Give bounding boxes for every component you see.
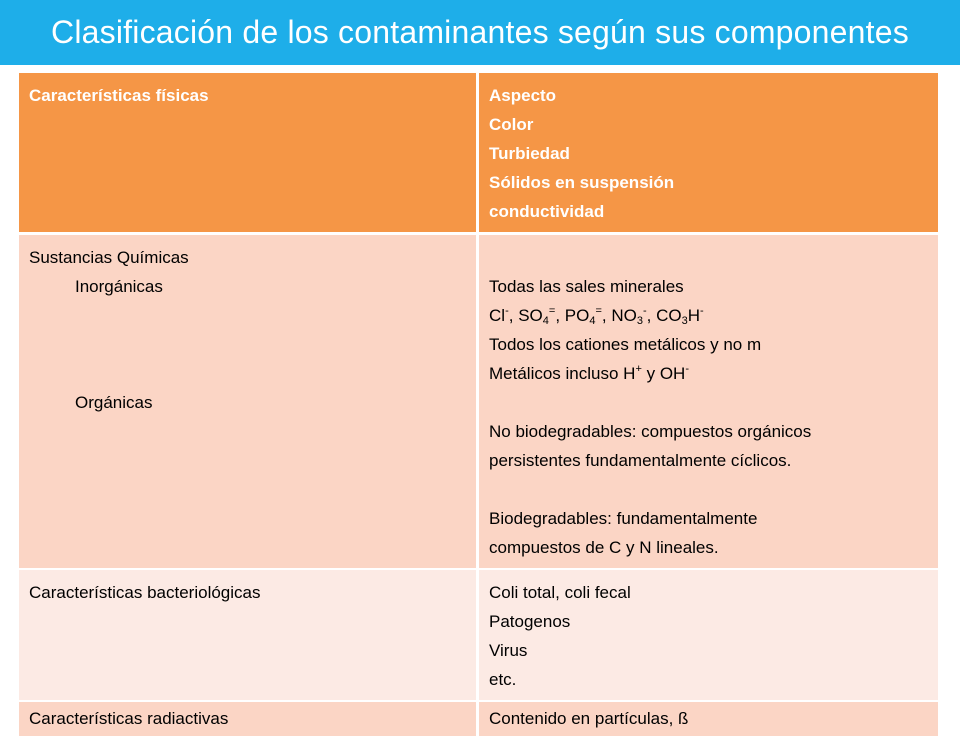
radio-value: Contenido en partículas, ß bbox=[478, 701, 939, 736]
organic-line: Biodegradables: fundamentalmente bbox=[489, 509, 758, 528]
physical-item: conductividad bbox=[489, 202, 605, 221]
ions-line: Cl-, $SO_4^=$, $PO_4^=$, $NO_3^-$, $CO_3H^-$ bbox=[489, 305, 704, 327]
slide-title: Clasificación de los contaminantes según sus componentes bbox=[0, 0, 960, 65]
physical-item: Color bbox=[489, 115, 534, 134]
inorganic-line-4: Metálicos incluso H+ y OH- bbox=[489, 363, 690, 383]
physical-label: Características físicas bbox=[19, 73, 478, 234]
chemical-items bbox=[478, 234, 939, 570]
chemical-label-cell bbox=[19, 234, 478, 570]
table-row-radioactive bbox=[19, 701, 938, 736]
organic-line: No biodegradables: compuestos orgánicos bbox=[489, 422, 812, 441]
chemical-label: Sustancias Químicas bbox=[29, 248, 189, 267]
organic-label: Orgánicas bbox=[75, 393, 153, 412]
bacterio-label: Características bacteriológicas bbox=[19, 569, 478, 701]
inorganic-label: Inorgánicas bbox=[75, 277, 163, 296]
bacterio-items bbox=[478, 569, 939, 701]
inorganic-line-3: Todos los cationes metálicos y no m bbox=[489, 335, 762, 354]
physical-item: Sólidos en suspensión bbox=[489, 173, 675, 192]
table-row-physical bbox=[19, 73, 938, 234]
inorganic-line-1: Todas las sales minerales bbox=[489, 277, 684, 296]
radio-label: Características radiactivas bbox=[19, 701, 478, 736]
physical-item: Aspecto bbox=[489, 86, 557, 105]
table-row-bacteriological bbox=[19, 569, 938, 701]
organic-line: persistentes fundamentalmente cíclicos. bbox=[489, 451, 792, 470]
bacterio-item: Coli total, coli fecal bbox=[489, 583, 631, 602]
bacterio-item: etc. bbox=[489, 670, 517, 689]
contaminants-table bbox=[19, 73, 938, 736]
organic-line: compuestos de C y N lineales. bbox=[489, 538, 719, 557]
table-row-chemical bbox=[19, 234, 938, 570]
bacterio-item: Virus bbox=[489, 641, 528, 660]
physical-item: Turbiedad bbox=[489, 144, 570, 163]
bacterio-item: Patogenos bbox=[489, 612, 571, 631]
physical-items bbox=[478, 73, 939, 234]
